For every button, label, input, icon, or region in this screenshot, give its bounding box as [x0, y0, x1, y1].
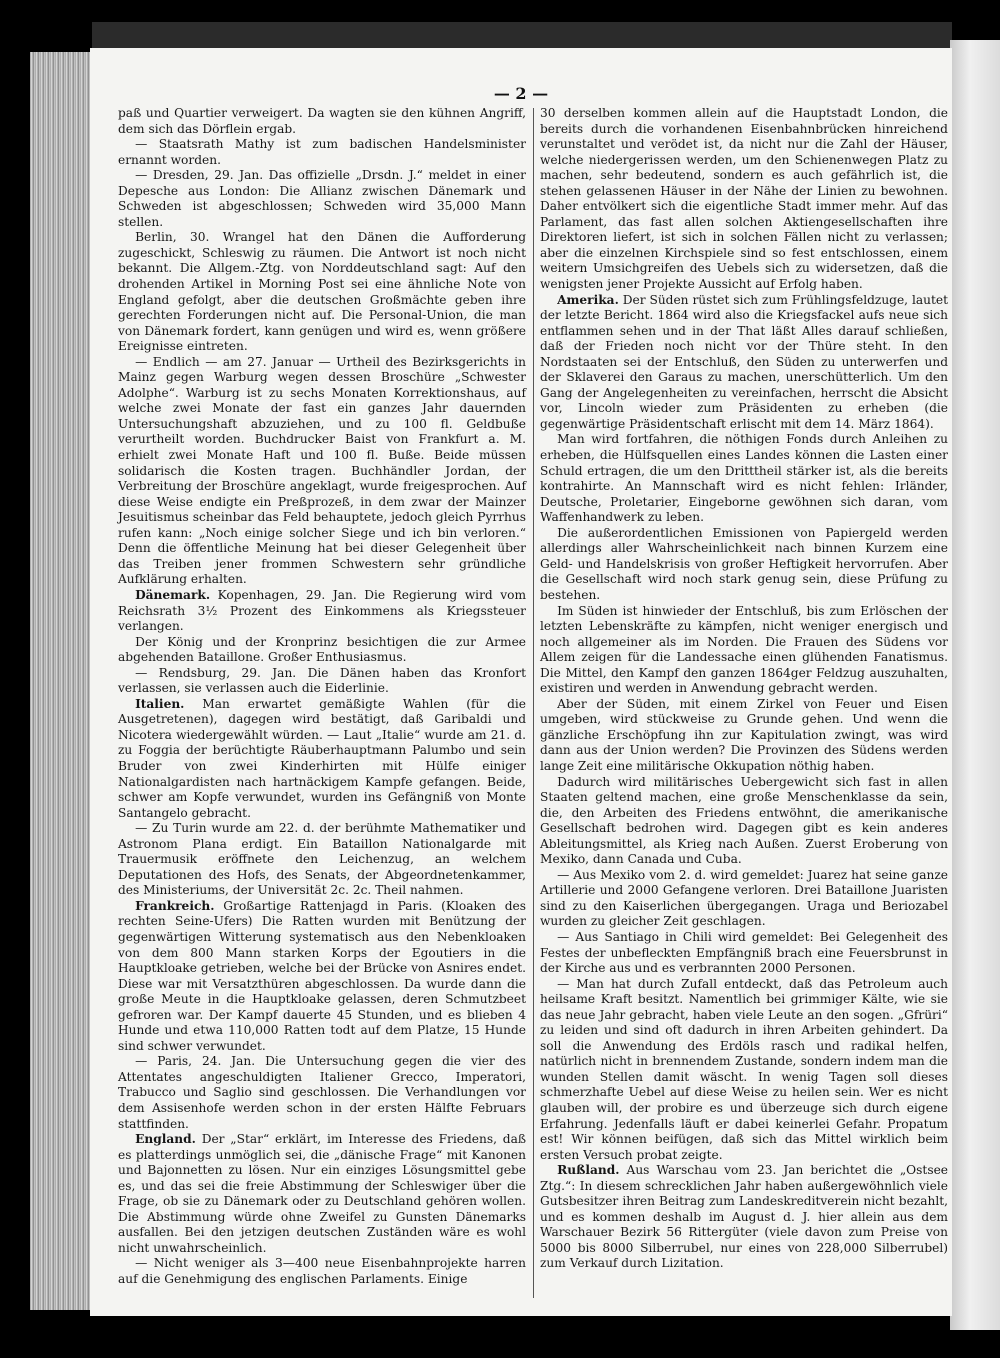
article-paragraph [118, 106, 526, 137]
article-paragraph [118, 666, 526, 697]
right-column [540, 106, 948, 1272]
section-heading: England. [135, 1132, 196, 1147]
article-paragraph [540, 977, 948, 1164]
page-number: — 2 — [493, 84, 549, 103]
section-heading: Rußland. [557, 1163, 620, 1178]
paragraph-text: Man wird fortfahren, die nöthigen Fonds durch Anleihen zu erheben, die Hülfsquellen eines Landes können die Lasten einer Schuld ertragen, die um den Dritttheil stärker ist, als die bereits kontrahirte. An Mannschaft wird es nicht fehlen: Irländer, Deutsche, Proletarier, Eingeborne gewöhnen sich daran, vom Waffenhandwerk zu leben. [540, 432, 948, 525]
article-paragraph [540, 106, 948, 293]
article-paragraph [118, 168, 526, 230]
article-paragraph [540, 604, 948, 697]
section-heading: Italien. [135, 696, 185, 711]
article-paragraph [118, 355, 526, 588]
column-divider [533, 108, 534, 1298]
paragraph-text: — Man hat durch Zufall entdeckt, daß das Petroleum auch heilsame Kraft besitzt. Namentlich bei grimmiger Kälte, wie sie das neue Jahr gebracht, haben viele Leute an den sogen. „Gfrüri“ zu leiden und sind oft dadurch in ihren Arbeiten gehindert. Da soll die Anwendung des Erdöls rasch und radikal helfen, natürlich nicht in brennendem Zustande, sondern indem man die wunden Stellen damit wäscht. In wenig Tagen soll dieses schmerzhafte Uebel auf diese Weise zu heilen sein. Wer es nicht glauben will, der probire es und überzeuge sich durch eigene Erfahrung. Jedenfalls läuft er dabei keinerlei Gefahr. Propatum est! Wir können beifügen, daß sich das Mittel wirklich beim ersten Versuch probat zeigte. [540, 976, 948, 1162]
article-paragraph [540, 293, 948, 433]
paragraph-text: Der Süden rüstet sich zum Frühlingsfeldzuge, lautet der letzte Bericht. 1864 wird also die Kriegsfackel aufs neue sich entflammen sehen und in der That läßt Alles darauf schließen, daß der Frieden noch nicht vor der Thüre steht. In den Nordstaaten sei der Entschluß, den Süden zu unterwerfen und der Sklaverei den Garaus zu machen, unerschütterlich. Um den Gang der Angelegenheiten zu vereinfachen, herrscht die Absicht vor, Lincoln wieder zum Präsidenten zu erheben (die gegenwärtige Präsidentschaft erlischt mit dem 14. März 1864). [540, 292, 948, 431]
paragraph-text: — Aus Mexiko vom 2. d. wird gemeldet: Juarez hat seine ganze Artillerie und 2000 Gefangene verloren. Drei Bataillone Juaristen sind zu den Kaiserlichen übergegangen. Uraga und Beriozabel wurden zu gleicher Zeit geschlagen. [540, 867, 948, 929]
article-paragraph [540, 432, 948, 525]
paragraph-text: Berlin, 30. Wrangel hat den Dänen die Aufforderung zugeschickt, Schleswig zu räumen. Die Antwort ist noch nicht bekannt. Die Allgem.-Ztg. von Norddeutschland sagt: Auf den drohenden Artikel in Morning Post sei eine ähnliche Note von England gefolgt, aber die deutschen Großmächte geben ihre gerechten Forderungen nicht auf. Die Personal-Union, die man von Dänemark fordert, kann genügen und wird es, wenn größere Ereignisse eintreten. [118, 230, 526, 354]
section-heading: Amerika. [557, 292, 619, 307]
paragraph-text: — Aus Santiago in Chili wird gemeldet: Bei Gelegenheit des Festes der unbefleckten Empfängniß brach eine Feuersbrunst in der Kirche aus und es verbrannten 2000 Personen. [540, 929, 948, 976]
paragraph-text: paß und Quartier verweigert. Da wagten sie den kühnen Angriff, dem sich das Dörflein ergab. [118, 106, 526, 136]
section-heading: Frankreich. [135, 898, 215, 913]
paragraph-text: — Staatsrath Mathy ist zum badischen Handelsminister ernannt worden. [118, 137, 526, 167]
article-paragraph [540, 526, 948, 604]
article-paragraph [118, 1132, 526, 1256]
paragraph-text: Großartige Rattenjagd in Paris. (Kloaken des rechten Seine-Ufers) Die Ratten wurden mit Benützung der gegenwärtigen Witterung systematisch aus den Nebenkloaken von dem 800 Mann starken Korps der Egoutiers in die Hauptkloake getrieben, welche bei der Brücke von Asnires endet. Diese war mit Versatzthüren abgeschlossen. Da wurde dann die große Meute in die Hauptkloake gelassen, deren Schmutzbeet gefroren war. Der Kampf dauerte 45 Stunden, und es blieben 4 Hunde und etwa 110,000 Ratten todt auf dem Platze, 15 Hunde sind schwer verwundet. [118, 898, 526, 1053]
paragraph-text: — Zu Turin wurde am 22. d. der berühmte Mathematiker und Astronom Plana erdigt. Ein Bataillon Nationalgarde mit Trauermusik eröffnete den Leichenzug, an welchem Deputationen des Hofs, des Senats, der Abgeordnetenkammer, des Ministeriums, der Universität 2c. 2c. Theil nahmen. [118, 821, 526, 898]
article-paragraph [540, 1163, 948, 1272]
article-paragraph [118, 1256, 526, 1287]
paragraph-text: Im Süden ist hinwieder der Entschluß, bis zum Erlöschen der letzten Lebenskräfte zu kämpfen, nicht weniger energisch und noch allgemeiner als im Norden. Die Frauen des Südens vor Allem zeigen für die Landessache einen glühenden Fanatismus. Die Mittel, den Kampf den ganzen 1864ger Feldzug auszuhalten, existiren und werden in Anwendung gebracht werden. [540, 603, 948, 696]
article-paragraph [118, 1054, 526, 1132]
section-heading: Dänemark. [135, 587, 211, 602]
newspaper-page [90, 48, 952, 1316]
article-paragraph [118, 697, 526, 821]
scan-top-strip [92, 22, 952, 48]
book-page-edges [30, 52, 92, 1310]
paragraph-text: Die außerordentlichen Emissionen von Papiergeld werden allerdings aller Wahrscheinlichkeit nach binnen Kurzem eine Geld- und Handelskrisis von großer Heftigkeit hervorrufen. Aber die Gesellschaft wird noch stark genug sein, diese Prüfung zu bestehen. [540, 525, 948, 602]
paragraph-text: — Paris, 24. Jan. Die Untersuchung gegen die vier des Attentates angeschuldigten Italiener Grecco, Imperatori, Trabucco und Saglio sind geschlossen. Die Verhandlungen vor dem Assisenhofe werden schon in der ersten Hälfte Februars stattfinden. [118, 1054, 526, 1131]
paragraph-text: Kopenhagen, 29. Jan. Die Regierung wird vom Reichsrath 3½ Prozent des Einkommens als Kriegssteuer verlangen. [118, 587, 526, 634]
article-paragraph [118, 230, 526, 354]
article-paragraph [118, 635, 526, 666]
article-paragraph [540, 930, 948, 977]
paragraph-text: — Rendsburg, 29. Jan. Die Dänen haben das Kronfort verlassen, sie verlassen auch die Eiderlinie. [118, 665, 526, 696]
paragraph-text: 30 derselben kommen allein auf die Hauptstadt London, die bereits durch die vorhandenen Eisenbahnbrücken hinreichend verunstaltet und verödet ist, da nicht nur die Zahl der Häuser, welche niedergerissen werden, um den Schienenwegen Platz zu machen, sehr bedeutend, sondern es auch gefährlich ist, die stehen gelassenen Häuser in der Nähe der Linien zu bewohnen. Daher entvölkert sich die eigentliche Stadt immer mehr. Auf das Parlament, das fast allen solchen Aktiengesellschaften ihre Direktoren liefert, ist sich in solchen Fällen nicht zu verlassen; aber die einzelnen Kirchspiele sind so fest entschlossen, einem weitern Umsichgreifen des Uebels sich zu widersetzen, daß die wenigsten jener Projekte Aussicht auf Erfolg haben. [540, 106, 948, 292]
article-paragraph [118, 821, 526, 899]
article-paragraph [540, 775, 948, 868]
paragraph-text: Aber der Süden, mit einem Zirkel von Feuer und Eisen umgeben, wird stückweise zu Grunde gehen. Und wenn die gänzliche Erschöpfung ihn zur Kapitulation zwingt, was wird dann aus der Union werden? Die Provinzen des Südens werden lange Zeit eine militärische Okkupation nöthig haben. [540, 696, 948, 773]
paragraph-text: Aus Warschau vom 23. Jan berichtet die „Ostsee Ztg.“: In diesem schrecklichen Jahr haben außergewöhnlich viele Gutsbesitzer ihren Beitrag zum Landeskreditverein nicht bezahlt, und es kommen deshalb im August d. J. hier allein aus dem Warschauer Bezirk 56 Rittergüter (viele davon zum Preise von 5000 bis 8000 Silberrubel, nur eines von 228,000 Silberrubel) zum Verkauf durch Lizitation. [540, 1163, 948, 1271]
paragraph-text: Der König und der Kronprinz besichtigen die zur Armee abgehenden Bataillone. Großer Enthusiasmus. [118, 634, 526, 665]
paragraph-text: — Endlich — am 27. Januar — Urtheil des Bezirksgerichts in Mainz gegen Warburg wegen dessen Broschüre „Schwester Adolphe“. Warburg ist zu sechs Monaten Korrektionshaus, auf welche zwei Monate der fast ein ganzes Jahr dauernden Untersuchungshaft abzuziehen, und zu 100 fl. Geldbuße verurtheilt worden. Buchdrucker Baist von Frankfurt a. M. erhielt zwei Monate Haft und 100 fl. Buße. Beide müssen solidarisch die Kosten tragen. Buchhändler Jordan, der Verbreitung der Broschüre angeklagt, wurde freigesprochen. Auf diese Weise endigte ein Preßprozeß, in dem zwar der Mainzer Jesuitismus scheinbar das Feld behauptete, jedoch gleich Pyrrhus rufen kann: „Noch einige solcher Siege und ich bin verloren.“ Denn die öffentliche Meinung hat bei dieser Gelegenheit über das Treiben jener frommen Schwestern sehr gründliche Aufklärung erhalten. [118, 354, 526, 587]
paragraph-text: Der „Star“ erklärt, im Interesse des Friedens, daß es platterdings unmöglich sei, die „dänische Frage“ mit Kanonen und Bajonnetten zu lösen. Nur ein einziges Lösungsmittel gebe es, und das sei die freie Abstimmung der Schleswiger über die Frage, ob sie zu Dänemark oder zu Deutschland gehören wollen. Die Abstimmung würde ohne Zweifel zu Gunsten Dänemarks ausfallen. Bei den jetzigen deutschen Zuständen wäre es wohl nicht unwahrscheinlich. [118, 1132, 526, 1255]
next-page-margin [950, 40, 1000, 1330]
left-column [118, 106, 526, 1288]
paragraph-text: Man erwartet gemäßigte Wahlen (für die Ausgetretenen), dagegen wird bestätigt, daß Garibaldi und Nicotera wiedergewählt würden. — Laut „Italie“ wurde am 21. d. zu Foggia der berüchtigte Räuberhauptmann Palumbo und sein Bruder von zwei Kinderhirten mit Hülfe einiger Nationalgardisten nach hartnäckigem Kampfe gefangen. Beide, schwer am Kopfe verwundet, wurden ins Gefängniß von Monte Santangelo gebracht. [118, 696, 526, 820]
article-paragraph [118, 899, 526, 1054]
article-paragraph [118, 588, 526, 635]
paragraph-text: — Nicht weniger als 3—400 neue Eisenbahnprojekte harren auf die Genehmigung des englischen Parlaments. Einige [118, 1256, 526, 1287]
article-paragraph [118, 137, 526, 168]
paragraph-text: Dadurch wird militärisches Uebergewicht sich fast in allen Staaten geltend machen, eine große Menschenklasse da sein, die, den Arbeiten des Friedens entwöhnt, die amerikanische Gesellschaft bedrohen wird. Dagegen gibt es kein anderes Ableitungsmittel, als Krieg nach Außen. Zuerst Eroberung von Mexiko, dann Canada und Cuba. [540, 774, 948, 867]
paragraph-text: — Dresden, 29. Jan. Das offizielle „Drsdn. J.“ meldet in einer Depesche aus London: Die Allianz zwischen Dänemark und Schweden ist abgeschlossen; Schweden wird 35,000 Mann stellen. [118, 168, 526, 229]
article-paragraph [540, 697, 948, 775]
article-paragraph [540, 868, 948, 930]
